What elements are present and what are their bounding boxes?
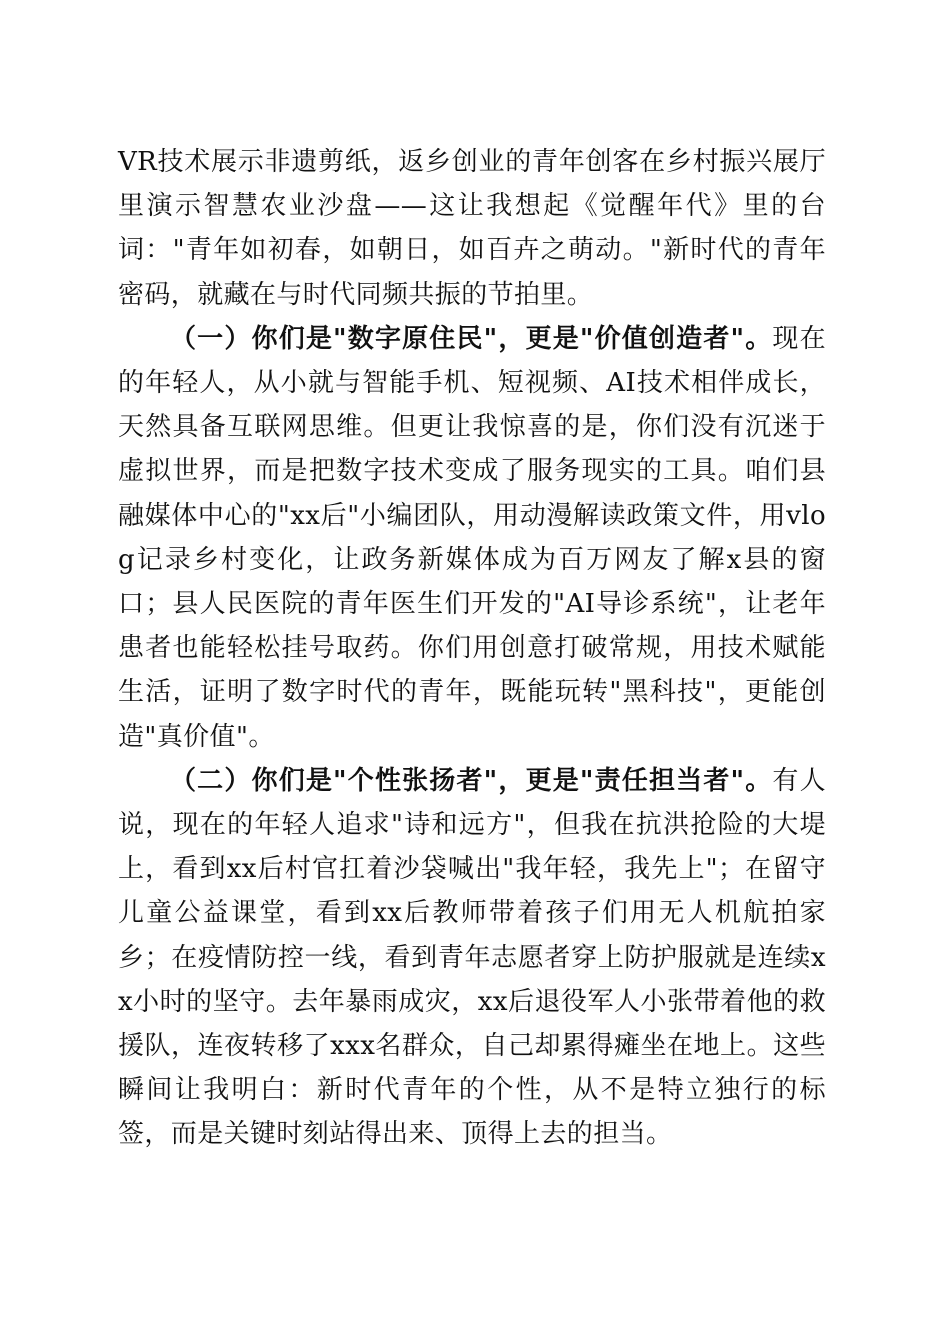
paragraph-intro-continuation <box>118 140 826 317</box>
section-one-heading: （一）你们是"数字原住民"，更是"价值创造者"。 <box>170 323 773 354</box>
paragraph-body: VR技术展示非遗剪纸，返乡创业的青年创客在乡村振兴展厅里演示智慧农业沙盘——这让我想起《觉醒年代》里的台词："青年如初春，如朝日，如百卉之萌动。"新时代的青年密码，就藏在与时代同频共振的节拍里。 <box>118 147 826 310</box>
paragraph-section-one <box>118 317 826 759</box>
paragraph-body: 现在的年轻人，从小就与智能手机、短视频、AI技术相伴成长，天然具备互联网思维。但更让我惊喜的是，你们没有沉迷于虚拟世界，而是把数字技术变成了服务现实的工具。咱们县融媒体中心的"xx后"小编团队，用动漫解读政策文件，用vlog记录乡村变化，让政务新媒体成为百万网友了解x县的窗口；县人民医院的青年医生们开发的"AI导诊系统"，让老年患者也能轻松挂号取药。你们用创意打破常规，用技术赋能生活，证明了数字时代的青年，既能玩转"黑科技"，更能创造"真价值"。 <box>118 323 826 752</box>
paragraph-body: 有人说，现在的年轻人追求"诗和远方"，但我在抗洪抢险的大堤上，看到xx后村官扛着沙袋喊出"我年轻，我先上"；在留守儿童公益课堂，看到xx后教师带着孩子们用无人机航拍家乡；在疫情防控一线，看到青年志愿者穿上防护服就是连续xx小时的坚守。去年暴雨成灾，xx后退役军人小张带着他的救援队，连夜转移了xxx名群众，自己却累得瘫坐在地上。这些瞬间让我明白：新时代青年的个性，从不是特立独行的标签，而是关键时刻站得出来、顶得上去的担当。 <box>118 765 826 1150</box>
paragraph-section-two <box>118 759 826 1157</box>
section-two-heading: （二）你们是"个性张扬者"，更是"责任担当者"。 <box>170 765 773 796</box>
document-page <box>118 140 826 1157</box>
